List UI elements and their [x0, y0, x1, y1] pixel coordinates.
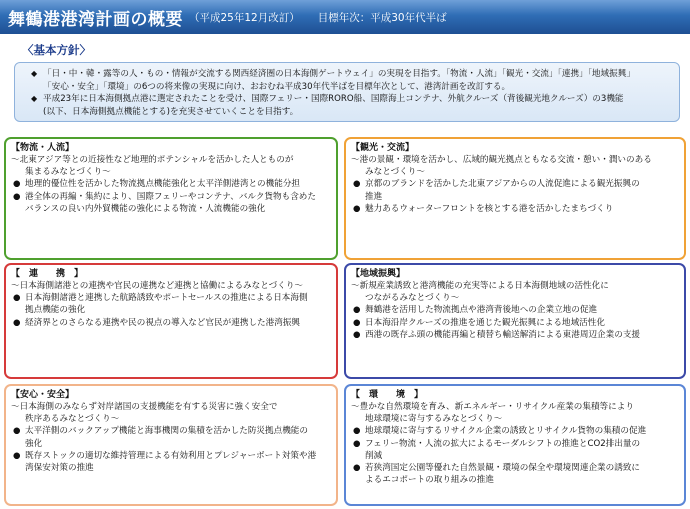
policy-item: [31, 93, 671, 118]
title-bar: [0, 0, 690, 34]
card-regional-promotion: [344, 263, 686, 379]
policy-text: 平成23年に日本海側拠点港に選定されたことを受け、国際フェリー・国際RORO船、国際海上コンテナ、外航クルーズ（背後観光地クルーズ）の3機能: [43, 94, 624, 104]
page-title: 舞鶴港港湾計画の概要: [8, 9, 183, 30]
card-logistics: [4, 137, 338, 260]
policy-heading: 〈基本方針〉: [22, 43, 91, 57]
policy-text: 「日・中・韓・露等の人・もの・情報が交流する関西経済圏の日本海側ゲートウェイ」の実現を目指す。「物流・人流」「観光・交流」「連携」「地域振興」: [43, 69, 635, 79]
list-item: ● 既存ストックの適切な維持管理による有効利用とプレジャーボート対策や港 湾保安対策の推進: [13, 450, 317, 474]
list-item: ● 経済界とのさらなる連携や民の視点の導入など官民が連携した港湾振興: [13, 317, 301, 328]
bullet-icon: ●: [353, 179, 361, 190]
bullet-icon: ●: [13, 191, 21, 202]
list-item: ● フェリー物流・人流の拡大によるモーダルシフトの推進とCO2排出量の 削減: [353, 438, 641, 461]
card-title: 【安心・安全】: [11, 390, 75, 400]
bullet-icon: ●: [353, 305, 361, 316]
list-item: ● 日本海側諸港と連携した航路誘致やポートセールスの推進による日本海側 拠点機能の強化: [13, 293, 308, 316]
policy-text: (以下、日本海側拠点機能とする)を充実させていくことを目指す。: [43, 106, 299, 117]
policy-text: 「安心・安全」「環境」の6つの将来像の実現に向け、おおむね平成30年代半ばを目標年次として、港湾計画を改訂する。: [43, 81, 511, 92]
bullet-icon: ●: [13, 317, 21, 328]
list-item: ● 京都のブランドを活かした北東アジアからの人流促進による観光振興の 推進: [353, 179, 640, 202]
bullet-icon: ●: [353, 317, 361, 328]
bullet-icon: ●: [13, 426, 21, 437]
policy-box: [14, 62, 680, 122]
bullet-icon: ●: [353, 463, 361, 474]
card-cooperation: [4, 263, 338, 379]
card-title: 【地域振興】: [351, 269, 406, 279]
card-title: 【 環 境 】: [351, 390, 424, 400]
list-item: ● 舞鶴港を活用した物流拠点や港湾背後地への企業立地の促進: [353, 305, 598, 316]
list-item: ● 西港の既存ふ頭の機能再編と積替ち輸送解消による東港周辺企業の支援: [353, 329, 641, 340]
bullet-icon: ●: [353, 426, 361, 437]
list-item: ● 港全体の再編・集約により、国際フェリーやコンテナ、バルク貨物も含めた バランスの良い内外貿機能の強化による物流・人流機能の強化: [13, 191, 316, 214]
diamond-bullet-icon: ◆: [31, 94, 38, 103]
card-subtitle: ～日本海側のみならず対岸諸国の支援機能を有する災害に強く安全で 秩序あるみなとづくり～: [11, 402, 278, 425]
card-subtitle: ～港の景観・環境を活かし、広域的観光拠点ともなる交流・憩い・潤いのある みなとづくり～: [351, 155, 652, 178]
card-subtitle: ～北東アジア等との近接性など地理的ポテンシャルを活かした人とものが 集まるみなとづくり～: [11, 155, 294, 178]
card-title: 【観光・交流】: [351, 143, 415, 153]
list-item: ● 太平洋側のバックアップ機能と海事機関の集積を活かした防災拠点機能の 強化: [13, 426, 308, 449]
list-item: ● 地理的優位性を活かした物流拠点機能強化と太平洋側港湾との機能分担: [13, 179, 301, 190]
list-item: ● 地球環境に寄与するリサイクル企業の誘致とリサイクル貨物の集積の促進: [353, 426, 647, 437]
card-title: 【物流・人流】: [11, 143, 75, 153]
revision-date: （平成25年12月改訂）: [189, 11, 300, 24]
bullet-icon: ●: [353, 329, 361, 340]
list-item: ● 若狭湾国定公園等優れた自然景観・環境の保全や環境関連企業の誘致に よるエコポートの取り組みの推進: [353, 463, 641, 486]
bullet-icon: ●: [13, 293, 21, 304]
card-subtitle: ～新規産業誘致と港湾機能の充実等による日本海側地域の活性化に つながるみなとづくり～: [351, 281, 609, 304]
card-environment: [344, 384, 686, 506]
diamond-bullet-icon: ◆: [31, 69, 38, 78]
card-tourism: [344, 137, 686, 260]
bullet-icon: ●: [13, 179, 21, 190]
target-year: 目標年次：平成30年代半ば: [317, 11, 447, 24]
list-item: ● 魅力あるウォーターフロントを核とする港を活かしたまちづくり: [353, 203, 614, 214]
bullet-icon: ●: [353, 203, 361, 214]
card-title: 【 連 携 】: [11, 269, 84, 279]
card-safety: [4, 384, 338, 506]
list-item: ● 日本海沿岸クルーズの推進を通じた観光振興による地域活性化: [353, 317, 605, 328]
bullet-icon: ●: [13, 450, 21, 461]
policy-item: [31, 68, 671, 93]
card-subtitle: ～豊かな自然環境を育み、新エネルギー・リサイクル産業の集積等により 地球環境に寄与するみなとづくり～: [351, 402, 634, 425]
card-subtitle: ～日本海側諸港との連携や官民の連携など連携と協働によるみなとづくり～: [11, 281, 304, 291]
bullet-icon: ●: [353, 438, 361, 449]
